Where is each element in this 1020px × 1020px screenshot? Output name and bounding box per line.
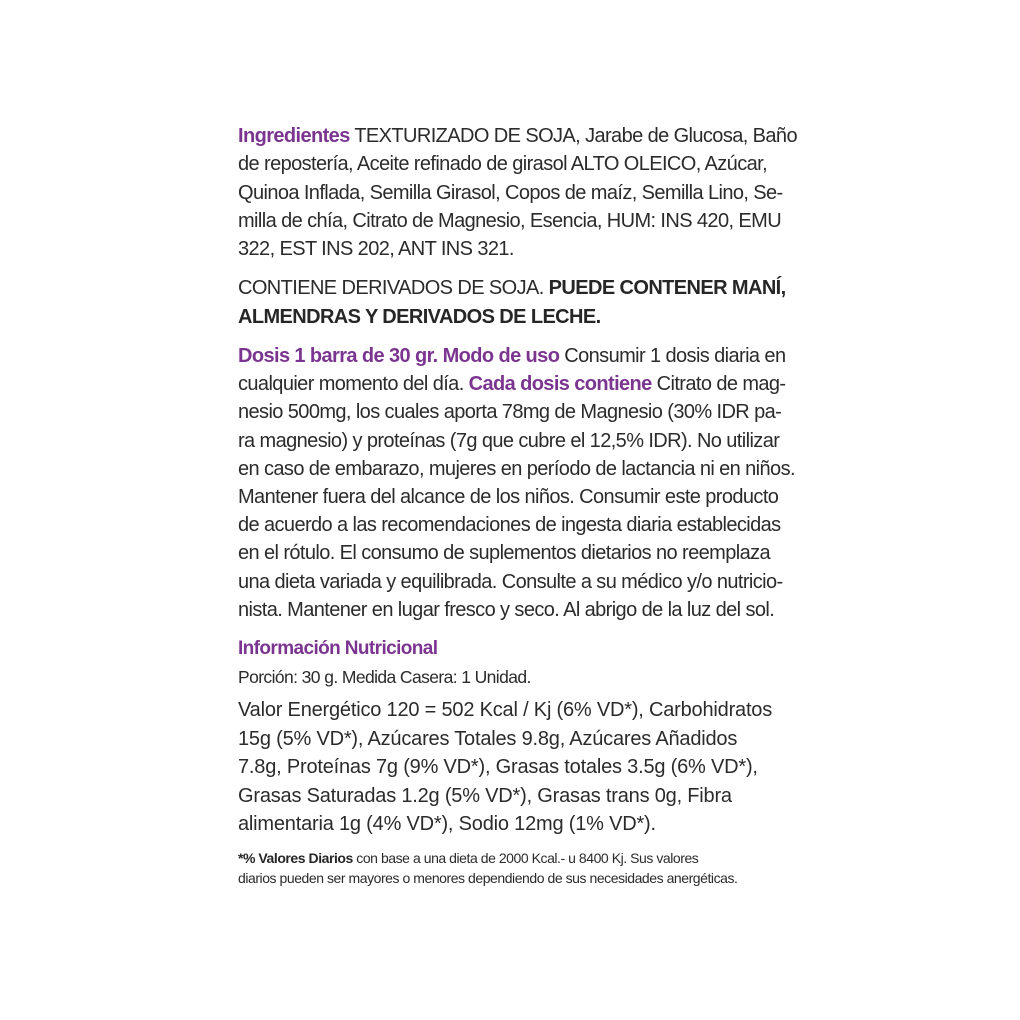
daily-values-footnote [238,848,798,888]
nutrition-heading: Información Nutricional [238,638,438,659]
ingredients-line-1 [238,122,798,150]
nutrition-line-5: alimentaria 1g (4% VD*), Sodio 12mg (1% VD*). [238,813,656,835]
allergen-line-2: ALMENDRAS Y DERIVADOS DE LECHE. [238,306,601,328]
dosage-line-6: Mantener fuera del alcance de los niños. Consumir este producto [238,486,779,509]
ingredients-paragraph [238,122,798,263]
dosage-line-8: en el rótulo. El consumo de suplementos dietarios no reemplaza [238,542,771,565]
ingredients-line-5: 322, EST INS 202, ANT INS 321. [238,238,514,261]
contains-soy-text: CONTIENE DERIVADOS DE SOJA. [238,277,549,299]
dosage-line-2 [238,370,798,398]
ingredients-line-4: milla de chía, Citrato de Magnesio, Esencia, HUM: INS 420, EMU [238,209,782,232]
nutrition-line-3: 7.8g, Proteínas 7g (9% VD*), Grasas totales 3.5g (6% VD*), [238,756,758,778]
nutrition-heading-block [238,636,798,662]
nutrition-line-2: 15g (5% VD*), Azúcares Totales 9.8g, Azúcares Añadidos [238,727,738,750]
nutrition-line-1: Valor Energético 120 = 502 Kcal / Kj (6% VD*), Carbohidratos [238,699,773,721]
portion-block [238,664,798,690]
nutrition-values [238,696,798,839]
may-contain-text: PUEDE CONTENER MANÍ, [548,277,786,299]
allergen-warning [238,274,798,332]
ingredients-heading: Ingredientes [238,125,350,147]
ingredients-text: TEXTURIZADO DE SOJA, Jarabe de Glucosa, Baño [349,125,797,147]
dosage-text-2: cualquier momento del día. [238,373,469,396]
dosage-line-10: nista. Mantener en lugar fresco y seco. Al abrigo de la luz del sol. [238,598,775,621]
dosage-line-7: de acuerdo a las recomendaciones de ingesta diaria establecidas [238,514,781,537]
dosage-line-5: en caso de embarazo, mujeres en período de lactancia ni en niños. [238,457,795,480]
dosage-paragraph [238,342,798,624]
allergen-line-1 [238,274,798,303]
dosage-text-3: Citrato de mag- [651,373,786,396]
dosage-line-3: nesio 500mg, los cuales aporta 78mg de Magnesio (30% IDR pa- [238,401,782,424]
portion-text: Porción: 30 g. Medida Casera: 1 Unidad. [238,667,531,687]
dosage-text-1: Consumir 1 dosis diaria en [559,345,786,367]
ingredients-line-2: de repostería, Aceite refinado de girasol ALTO OLEICO, Azúcar, [238,153,768,176]
nutrition-line-4: Grasas Saturadas 1.2g (5% VD*), Grasas trans 0g, Fibra [238,784,732,807]
footnote-text-1: con base a una dieta de 2000 Kcal.- u 8400 Kj. Sus valores [352,850,699,866]
dosage-line-1 [238,342,798,370]
dosage-line-9: una dieta variada y equilibrada. Consulte a su médico y/o nutricio- [238,570,783,593]
each-dose-heading: Cada dosis contiene [468,373,652,396]
dose-heading: Dosis 1 barra de 30 gr. Modo de uso [238,345,560,367]
footnote-line-1 [238,848,798,868]
dosage-line-4: ra magnesio) y proteínas (7g que cubre el 12,5% IDR). No utilizar [238,429,780,452]
footnote-line-2: diarios pueden ser mayores o menores dependiendo de sus necesidades anergéticas. [238,870,738,886]
ingredients-line-3: Quinoa Inflada, Semilla Girasol, Copos de maíz, Semilla Lino, Se- [238,181,783,204]
footnote-heading: *% Valores Diarios [238,850,353,866]
